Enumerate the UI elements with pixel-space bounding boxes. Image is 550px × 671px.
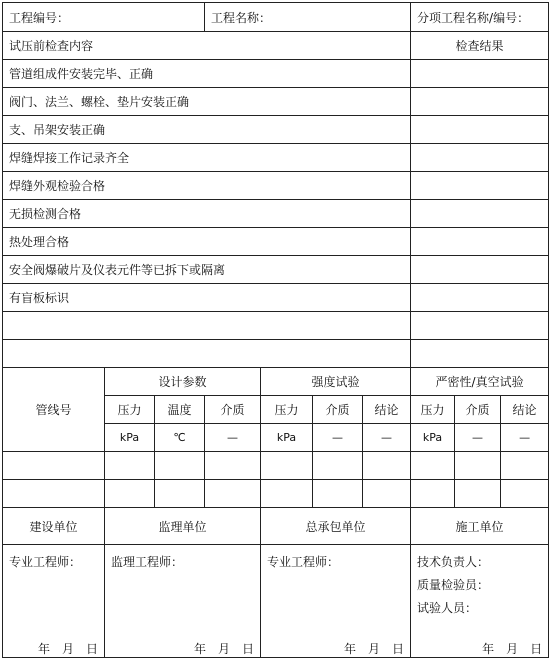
check-row	[3, 172, 549, 200]
test-data-row	[3, 452, 549, 480]
checks-heading-row	[3, 32, 549, 60]
general-contractor-header: 总承包单位	[261, 508, 411, 545]
check-item	[3, 312, 411, 340]
check-item: 管道组成件安装完毕、正确	[3, 60, 411, 88]
check-result	[411, 172, 549, 200]
strength-medium-unit: —	[313, 424, 363, 452]
test-data-row	[3, 480, 549, 508]
supervision-date: 年 月 日	[105, 639, 261, 658]
check-item: 无损检测合格	[3, 200, 411, 228]
construction-date: 年 月 日	[3, 639, 105, 658]
supervision-signature-cell	[105, 545, 261, 640]
test-cell	[155, 452, 205, 480]
check-result	[411, 116, 549, 144]
design-medium-header: 介质	[205, 396, 261, 424]
strength-test-header: 强度试验	[261, 368, 411, 396]
check-item: 焊缝焊接工作记录齐全	[3, 144, 411, 172]
test-cell	[363, 480, 411, 508]
test-cell	[261, 480, 313, 508]
check-item: 热处理合格	[3, 228, 411, 256]
check-result	[411, 312, 549, 340]
constructor-signature-cell	[411, 545, 549, 640]
check-row	[3, 144, 549, 172]
check-row	[3, 256, 549, 284]
design-pressure-unit: kPa	[105, 424, 155, 452]
check-item: 阀门、法兰、螺栓、垫片安装正确	[3, 88, 411, 116]
signature-date-row	[3, 639, 549, 658]
check-row	[3, 200, 549, 228]
check-row	[3, 60, 549, 88]
strength-pressure-unit: kPa	[261, 424, 313, 452]
tester-label: 试验人员：	[417, 601, 478, 615]
signature-units-row	[3, 508, 549, 545]
tightness-pressure-header: 压力	[411, 396, 455, 424]
project-name-cell: 工程名称：	[205, 3, 411, 32]
check-row	[3, 116, 549, 144]
technical-lead-label: 技术负责人：	[417, 555, 490, 569]
test-cell	[205, 480, 261, 508]
strength-medium-header: 介质	[313, 396, 363, 424]
contractor-date: 年 月 日	[261, 639, 411, 658]
tightness-medium-unit: —	[455, 424, 501, 452]
test-cell	[363, 452, 411, 480]
pressure-test-form	[2, 2, 549, 658]
test-cell	[105, 452, 155, 480]
test-cell	[155, 480, 205, 508]
tightness-conclusion-header: 结论	[501, 396, 549, 424]
test-cell	[455, 480, 501, 508]
check-result	[411, 88, 549, 116]
test-cell	[205, 452, 261, 480]
constructor-date: 年 月 日	[411, 639, 549, 658]
check-item	[3, 340, 411, 368]
design-medium-unit: —	[205, 424, 261, 452]
test-cell	[455, 452, 501, 480]
design-params-header: 设计参数	[105, 368, 261, 396]
test-cell	[105, 480, 155, 508]
test-cell	[3, 480, 105, 508]
tightness-pressure-unit: kPa	[411, 424, 455, 452]
check-result	[411, 144, 549, 172]
check-item: 安全阀爆破片及仪表元件等已拆下或隔离	[3, 256, 411, 284]
supervision-engineer-label: 监理工程师：	[111, 555, 184, 569]
project-no-cell: 工程编号：	[3, 3, 205, 32]
check-row	[3, 228, 549, 256]
tightness-test-header: 严密性/真空试验	[411, 368, 549, 396]
professional-engineer-label: 专业工程师：	[9, 555, 82, 569]
strength-pressure-header: 压力	[261, 396, 313, 424]
check-result	[411, 200, 549, 228]
design-temperature-unit: ℃	[155, 424, 205, 452]
check-result	[411, 60, 549, 88]
pipeline-no-header: 管线号	[3, 368, 105, 452]
test-group-header-row	[3, 368, 549, 396]
test-cell	[501, 452, 549, 480]
test-cell	[3, 452, 105, 480]
quality-inspector-label: 质量检验员：	[417, 578, 490, 592]
signature-body-row	[3, 545, 549, 640]
test-cell	[313, 452, 363, 480]
check-result	[411, 284, 549, 312]
strength-conclusion-header: 结论	[363, 396, 411, 424]
construction-signature-cell	[3, 545, 105, 640]
tightness-medium-header: 介质	[455, 396, 501, 424]
header-row	[3, 3, 549, 32]
check-row	[3, 284, 549, 312]
constructor-header: 施工单位	[411, 508, 549, 545]
test-cell	[411, 480, 455, 508]
check-row	[3, 340, 549, 368]
tightness-conclusion-unit: —	[501, 424, 549, 452]
sub-project-cell: 分项工程名称/编号：	[411, 3, 549, 32]
check-row	[3, 312, 549, 340]
test-cell	[501, 480, 549, 508]
checks-heading: 试压前检查内容	[3, 32, 411, 60]
check-item: 支、吊架安装正确	[3, 116, 411, 144]
check-result	[411, 228, 549, 256]
supervision-unit-header: 监理单位	[105, 508, 261, 545]
construction-unit-header: 建设单位	[3, 508, 105, 545]
contractor-signature-cell	[261, 545, 411, 640]
strength-conclusion-unit: —	[363, 424, 411, 452]
design-pressure-header: 压力	[105, 396, 155, 424]
check-item: 焊缝外观检验合格	[3, 172, 411, 200]
result-heading: 检查结果	[411, 32, 549, 60]
test-cell	[261, 452, 313, 480]
design-temperature-header: 温度	[155, 396, 205, 424]
check-row	[3, 88, 549, 116]
test-cell	[411, 452, 455, 480]
check-item: 有盲板标识	[3, 284, 411, 312]
test-cell	[313, 480, 363, 508]
check-result	[411, 256, 549, 284]
contractor-engineer-label: 专业工程师：	[267, 555, 340, 569]
check-result	[411, 340, 549, 368]
